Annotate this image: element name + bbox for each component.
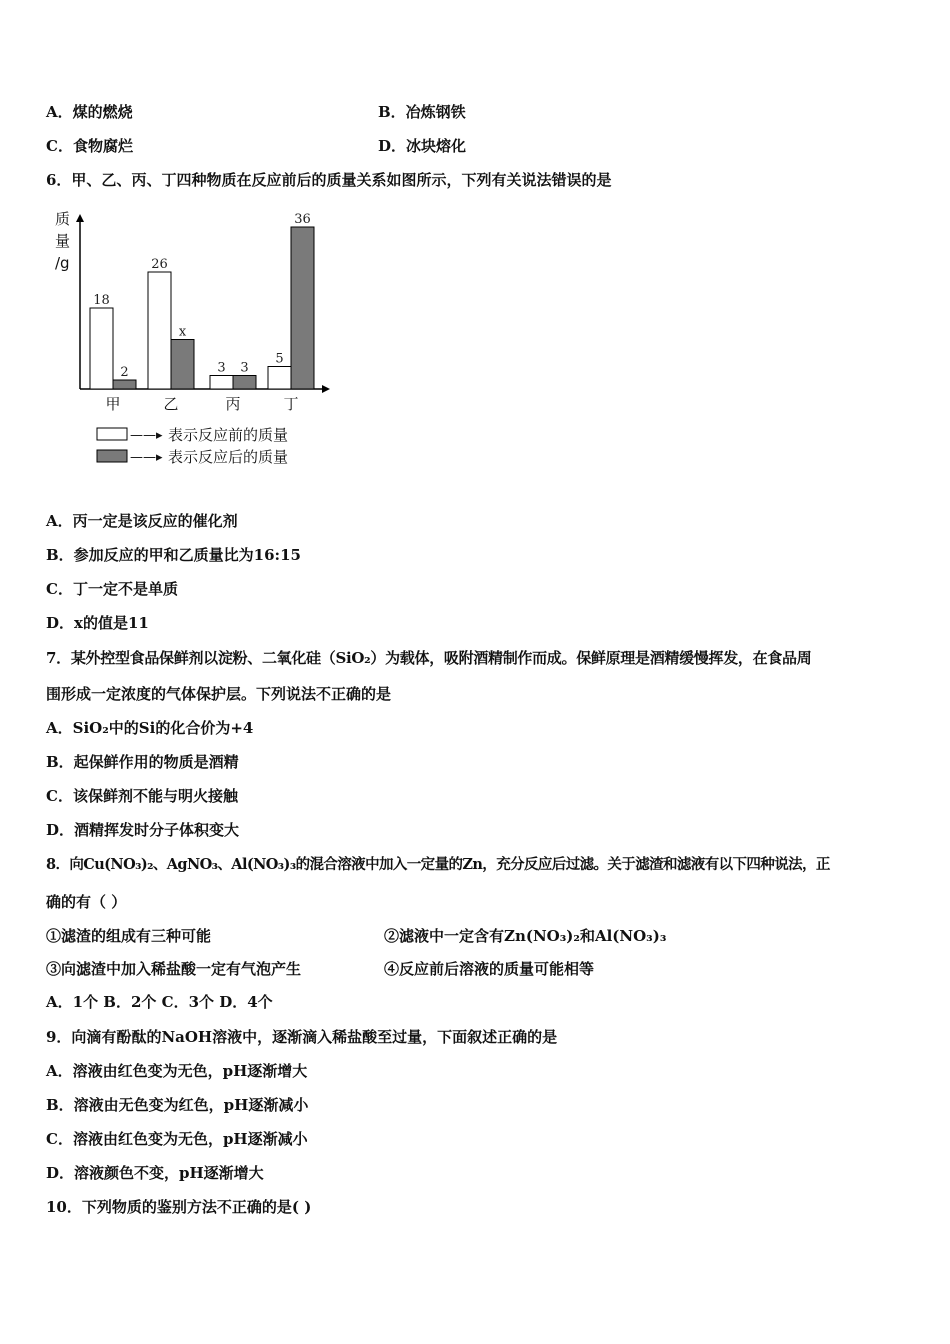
x-tick-label: 甲	[105, 395, 121, 413]
y-axis-label: 量	[55, 232, 71, 250]
q8-statement-3: ③向滤渣中加入稀盐酸一定有气泡产生	[46, 960, 302, 978]
data-label: 18	[93, 293, 110, 308]
data-label: 3	[217, 360, 226, 376]
q9-stem: 9．向滴有酚酞的NaOH溶液中，逐渐滴入稀盐酸至过量，下面叙述正确的是	[46, 1028, 558, 1046]
bar	[90, 308, 113, 389]
x-tick-label: 丁	[283, 395, 299, 413]
q8-statement-4: ④反应前后溶液的质量可能相等	[384, 960, 595, 978]
q7-option-b: B．起保鲜作用的物质是酒精	[46, 753, 239, 771]
legend-label: 表示反应后的质量	[168, 448, 289, 466]
q9-option-a: A．溶液由红色变为无色，pH逐渐增大	[46, 1062, 308, 1080]
q8-options: A．1个 B．2个 C．3个 D．4个	[46, 993, 273, 1011]
x-tick-label: 乙	[163, 395, 179, 413]
chart-bars	[90, 212, 314, 389]
q6-option-d: D．x的值是11	[46, 614, 149, 632]
data-label: 5	[275, 351, 284, 367]
legend-arrow: ——▸	[130, 428, 163, 443]
q7-option-d: D．酒精挥发时分子体积变大	[46, 821, 240, 839]
y-axis-label: /g	[55, 254, 70, 272]
bar	[171, 340, 194, 390]
data-label: 26	[151, 257, 168, 272]
legend-swatch	[97, 428, 127, 440]
q9-option-b: B．溶液由无色变为红色，pH逐渐减小	[46, 1096, 309, 1114]
bar	[148, 272, 171, 389]
bar	[291, 227, 314, 389]
data-label: 36	[294, 212, 311, 227]
q7-stem-line2: 围形成一定浓度的气体保护层。下列说法不正确的是	[46, 685, 392, 703]
q9-option-c: C．溶液由红色变为无色，pH逐渐减小	[46, 1130, 308, 1148]
bar	[268, 367, 291, 390]
data-label: 2	[120, 365, 129, 380]
data-label: 3	[240, 360, 249, 376]
q8-stem-line1: 8．向Cu(NO₃)₂、AgNO₃、Al(NO₃)₃的混合溶液中加入一定量的Zn，充分反应后过滤。关于滤渣和滤液有以下四种说法，正	[46, 856, 830, 873]
q6-stem: 6．甲、乙、丙、丁四种物质在反应前后的质量关系如图所示，下列有关说法错误的是	[46, 171, 612, 189]
q8-statement-1: ①滤渣的组成有三种可能	[46, 927, 212, 945]
q6-option-a: A．丙一定是该反应的催化剂	[46, 512, 238, 530]
legend-label: 表示反应前的质量	[168, 426, 289, 444]
q5-option-b: B．冶炼钢铁	[378, 103, 466, 121]
q7-option-a: A．SiO₂中的Si的化合价为+4	[46, 719, 254, 737]
x-axis-arrow	[322, 385, 330, 393]
x-tick-label: 丙	[225, 395, 241, 413]
q6-option-b: B．参加反应的甲和乙质量比为16:15	[46, 546, 301, 564]
y-axis-arrow	[76, 214, 84, 222]
q7-option-c: C．该保鲜剂不能与明火接触	[46, 787, 238, 805]
legend-swatch	[97, 450, 127, 462]
y-axis-label: 质	[55, 210, 71, 228]
bar	[113, 380, 136, 389]
chart-legend	[97, 426, 288, 466]
q5-option-d: D．冰块熔化	[378, 137, 467, 155]
q8-statement-2: ②滤液中一定含有Zn(NO₃)₂和Al(NO₃)₃	[384, 927, 667, 945]
q6-option-c: C．丁一定不是单质	[46, 580, 178, 598]
legend-arrow: ——▸	[130, 450, 163, 465]
q10-stem: 10．下列物质的鉴别方法不正确的是( )	[46, 1198, 312, 1216]
data-label: x	[178, 324, 187, 340]
bar	[210, 376, 233, 390]
q9-option-d: D．溶液颜色不变，pH逐渐增大	[46, 1164, 264, 1182]
q7-stem-line1: 7．某外控型食品保鲜剂以淀粉、二氧化硅（SiO₂）为载体，吸附酒精制作而成。保鲜原理是酒精缓慢挥发，在食品周	[46, 649, 812, 667]
q5-option-c: C．食物腐烂	[46, 137, 133, 155]
mass-bar-chart	[50, 198, 350, 478]
q5-option-a: A．煤的燃烧	[46, 103, 133, 121]
bar	[233, 376, 256, 390]
q8-stem-line2: 确的有（ ）	[46, 893, 127, 911]
